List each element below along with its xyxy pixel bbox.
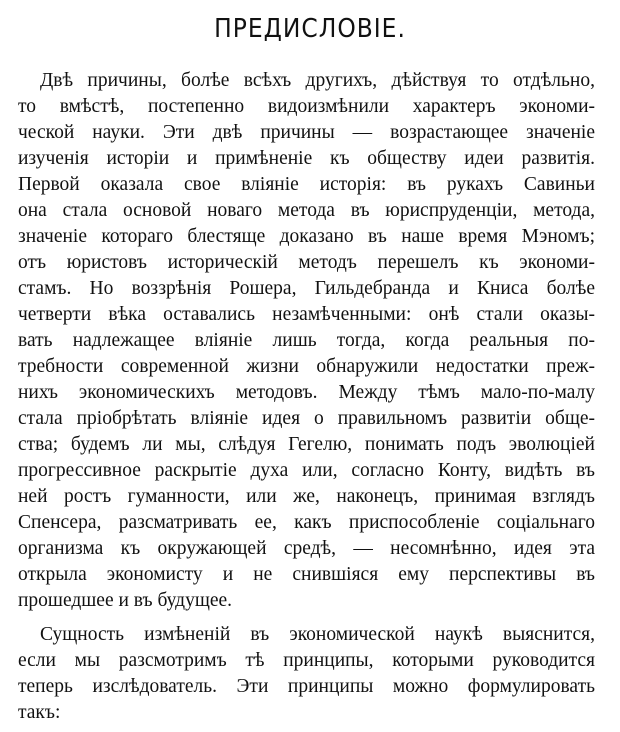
text-line: Первой оказала свое вліяніе исторія: въ рукахъ Савиньи (18, 174, 595, 195)
text-line: ней ростъ гуманности, или же, наконецъ, принимая взглядъ (18, 486, 595, 507)
text-line: четверти вѣка оставались незамѣченными: онѣ стали оказы- (18, 304, 595, 325)
text-line: Сущность измѣненій въ экономической наукѣ выяснится, (40, 624, 595, 645)
text-line: ства; будемъ ли мы, слѣдуя Гегелю, понимать подъ эволюціей (18, 434, 595, 455)
text-line: Спенсера, разсматривать ее, какъ приспособленіе соціальнаго (18, 512, 595, 533)
text-line: стамъ. Но воззрѣнія Рошера, Гильдебранда и Книса болѣе (18, 278, 595, 299)
text-line: она стала основой новаго метода въ юриспруденціи, метода, (18, 200, 595, 221)
text-line: теперь изслѣдователь. Эти принципы можно формулировать (18, 676, 595, 697)
text-line: отъ юристовъ историческій методъ перешелъ къ экономи- (18, 252, 595, 273)
text-line: требности современной жизни обнаружили недостатки преж- (18, 356, 595, 377)
text-line: Двѣ причины, болѣе всѣхъ другихъ, дѣйствуя то отдѣльно, (40, 70, 595, 91)
text-line: прогрессивное раскрытіе духа или, согласно Конту, видѣть въ (18, 460, 595, 481)
text-line: ческой науки. Эти двѣ причины — возрастающее значеніе (18, 122, 595, 143)
text-line: такъ: (18, 702, 61, 723)
text-line: то вмѣстѣ, постепенно видоизмѣнили характеръ экономи- (18, 96, 595, 117)
text-line: нихъ экономическихъ методовъ. Между тѣмъ мало-по-малу (18, 382, 595, 403)
text-line: вать надлежащее вліяніе лишь тогда, когда реальныя по- (18, 330, 595, 351)
text-line: открыла экономисту и не снившіяся ему перспективы въ (18, 564, 595, 585)
text-line: значеніе котораго блестяще доказано въ наше время Мэномъ; (18, 226, 595, 247)
text-line: если мы разсмотримъ тѣ принципы, которыми руководится (18, 650, 595, 671)
text-line: организма къ окружающей средѣ, — несомнѣнно, идея эта (18, 538, 595, 559)
text-line: изученія исторіи и примѣненіе къ обществу идеи развитія. (18, 148, 595, 169)
text-line: стала пріобрѣтать вліяніе идея о правильномъ развитіи обще- (18, 408, 595, 429)
text-line: прошедшее и въ будущее. (18, 590, 233, 611)
page-title: ПРЕДИСЛОВІЕ. (214, 14, 406, 44)
